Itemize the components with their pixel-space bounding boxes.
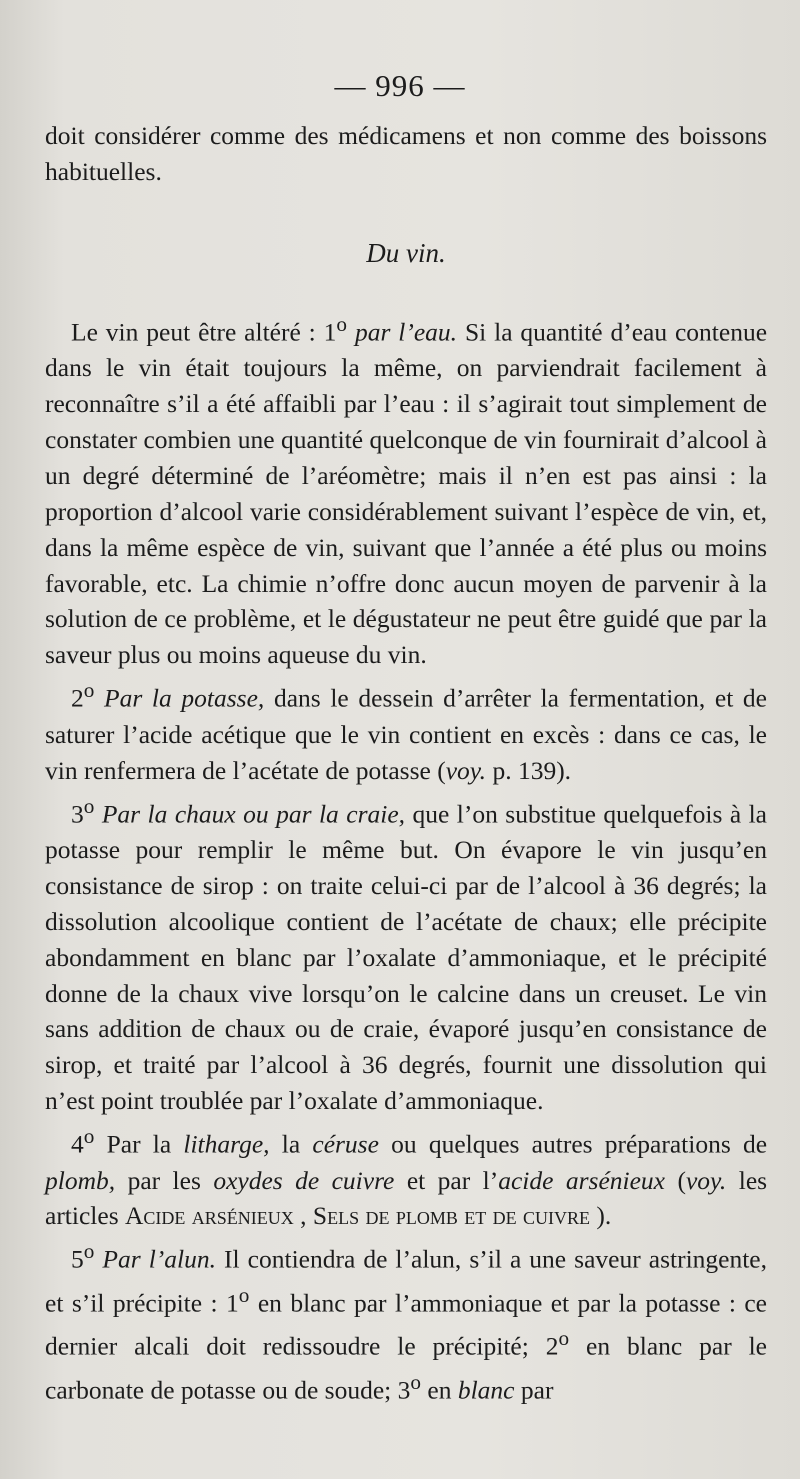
p5-text-c: en blanc par le carbonate de potasse ou de soude; 3 bbox=[45, 1331, 767, 1405]
p4-smallcaps-2: Sels de plomb et de cuivre bbox=[312, 1201, 590, 1231]
p4-text-b: la bbox=[281, 1129, 301, 1159]
p1-text-b: Si la quantité d’eau contenue dans le vin était toujours la même, on parviendrait facilement à reconnaître s’il a été affaibli par l’eau : il s’agirait tout simplement de constater combien une quantité quelconque de vin fournirait d’alcool à un degré déterminé de l’aréomètre; mais il n’en est pas ainsi : la proportion d’alcool varie considérablement suivant l’espèce de vin, et, dans la même espèce de vin, suivant que l’année a été plus ou moins favorable, etc. La chimie n’offre donc aucun moyen de parvenir à la solution de ce problème, et le dégustateur ne peut être guidé que par la saveur plus ou moins aqueuse du vin. bbox=[45, 317, 768, 670]
p4-text-i: ). bbox=[596, 1201, 612, 1231]
p3-text-a: que l’on substitue quelquefois à la potasse pour remplir le même but. On évapore le vin jusqu’en consistance de sirop : on traite celui-ci par de l’alcool à 36 degrés; la dissolution alcoolique contient de l’acétate de chaux; elle précipite abondamment en blanc par l’oxalate d’ammoniaque, et le précipité donne de la chaux vive lorsqu’on le calcine dans un creuset. Le vin sans addition de chaux ou de craie, évaporé jusqu’en consistance de sirop, et traité par l’alcool à 36 degrés, fournit une dissolution qui n’est point troublée par l’oxalate d’ammoniaque. bbox=[45, 799, 767, 1116]
p1-emphasis: par l’eau. bbox=[354, 317, 458, 347]
p4-number: 4 bbox=[71, 1129, 84, 1159]
p2-text-b: p. 139). bbox=[492, 755, 572, 785]
paragraph-1 bbox=[45, 307, 767, 674]
p5-emphasis: Par l’alun. bbox=[102, 1244, 216, 1274]
lead-paragraph bbox=[45, 118, 767, 190]
p5-text-e: par bbox=[520, 1375, 554, 1405]
paragraph-5 bbox=[45, 1234, 767, 1408]
p5-text-d: en bbox=[427, 1375, 452, 1405]
p5-text-a: Il contiendra de l’alun, s’il a une saveur astringente, et s’il précipite : 1 bbox=[45, 1244, 768, 1318]
p1-ordinal: o bbox=[336, 311, 348, 336]
p2-text-a: dans le dessein d’arrêter la fermentation, et de saturer l’acide acétique que le vin contient en excès : dans ce cas, le vin renfermera de l’acétate de potasse ( bbox=[45, 683, 768, 785]
page-body bbox=[45, 118, 767, 1408]
p4-emphasis-4: oxydes de cuivre bbox=[213, 1165, 395, 1195]
lead-text: doit considérer comme des médicamens et non comme des boissons habituelles. bbox=[45, 121, 767, 186]
page-number: — 996 — bbox=[334, 68, 466, 103]
paragraph-4 bbox=[45, 1119, 767, 1234]
p4-ordinal: o bbox=[83, 1124, 95, 1149]
p4-text-d: par les bbox=[127, 1165, 201, 1195]
p2-emphasis: Par la potasse, bbox=[104, 683, 265, 713]
p4-text-c: ou quelques autres préparations de bbox=[391, 1129, 768, 1159]
p3-number: 3 bbox=[71, 799, 84, 828]
p4-text-e: et par l’ bbox=[406, 1165, 499, 1195]
p4-text-g: les articles bbox=[45, 1165, 768, 1231]
p4-text-f: ( bbox=[677, 1165, 686, 1195]
p5-ordinal-3: o bbox=[558, 1326, 570, 1351]
p4-emphasis-5: acide arsénieux bbox=[498, 1165, 665, 1195]
p5-ordinal-2: o bbox=[238, 1282, 250, 1307]
p5-text-b: en blanc par l’ammoniaque et par la potasse : ce dernier alcali doit redissoudre le précipité; 2 bbox=[45, 1288, 768, 1361]
p1-text-a: Le vin peut être altéré : 1 bbox=[71, 317, 337, 347]
p2-voy: voy. bbox=[445, 755, 487, 785]
p5-number: 5 bbox=[71, 1244, 84, 1274]
p5-ordinal-4: o bbox=[410, 1369, 422, 1394]
p5-ordinal: o bbox=[83, 1239, 95, 1264]
p3-emphasis: Par la chaux ou par la craie, bbox=[101, 799, 406, 828]
p4-text-a: Par la bbox=[106, 1129, 172, 1159]
paragraph-2 bbox=[45, 673, 767, 788]
paragraph-3 bbox=[45, 789, 767, 1120]
p5-emphasis-2: blanc bbox=[457, 1375, 515, 1405]
section-title: Du vin. bbox=[366, 237, 446, 268]
p4-voy: voy. bbox=[685, 1165, 727, 1195]
p2-number: 2 bbox=[71, 683, 84, 713]
p2-ordinal: o bbox=[83, 678, 95, 703]
p4-text-h: , bbox=[300, 1201, 307, 1231]
p4-emphasis-1: litharge, bbox=[183, 1129, 270, 1159]
p4-smallcaps-1: Acide arsénieux bbox=[125, 1201, 294, 1231]
p3-ordinal: o bbox=[83, 793, 95, 818]
p4-emphasis-3: plomb, bbox=[45, 1165, 116, 1195]
p4-emphasis-2: céruse bbox=[312, 1129, 379, 1159]
